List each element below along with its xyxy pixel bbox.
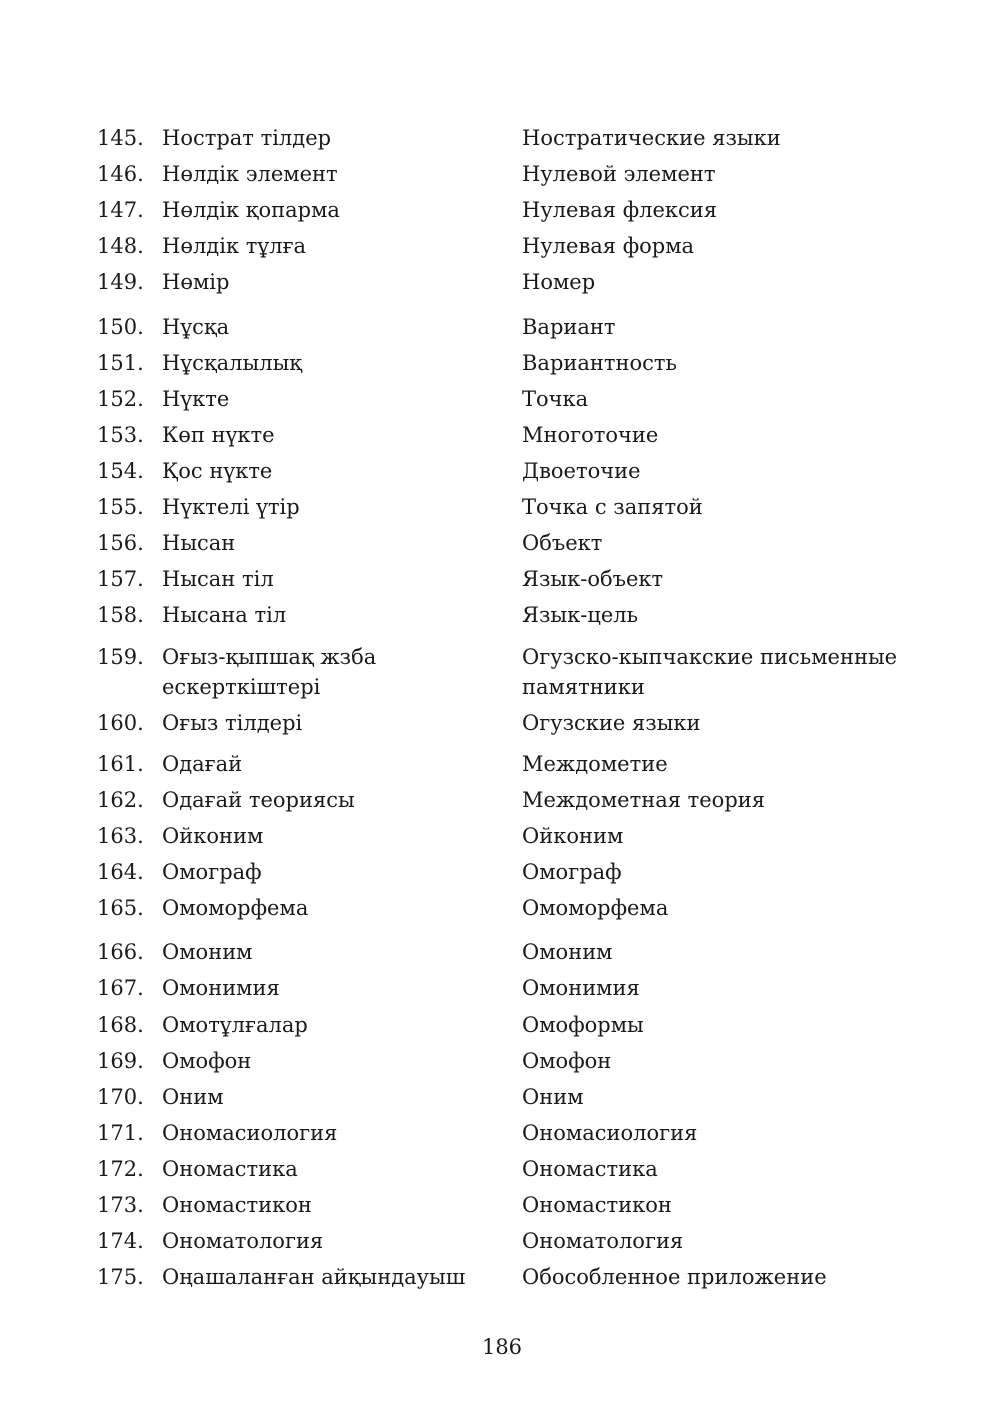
russian-term: Омофон bbox=[522, 1049, 612, 1073]
russian-term: Междометная теория bbox=[522, 788, 766, 812]
kazakh-term: Нүкте bbox=[162, 387, 230, 411]
entry-number: 171. bbox=[97, 1121, 144, 1145]
russian-term: Омограф bbox=[522, 860, 622, 884]
russian-term: Обособленное приложение bbox=[522, 1265, 827, 1289]
entry-number: 146. bbox=[97, 162, 144, 186]
russian-term: Язык-объект bbox=[522, 567, 664, 591]
kazakh-term: Көп нүкте bbox=[162, 423, 275, 447]
russian-term: Огузские языки bbox=[522, 711, 701, 735]
russian-term: Язык-цель bbox=[522, 603, 639, 627]
russian-term: Вариантность bbox=[522, 351, 677, 375]
kazakh-term: Одағай bbox=[162, 752, 243, 776]
russian-term: Точка с запятой bbox=[522, 495, 703, 519]
kazakh-term: Омоним bbox=[162, 940, 253, 964]
russian-term: Объект bbox=[522, 531, 603, 555]
entry-number: 168. bbox=[97, 1013, 144, 1037]
kazakh-term: Қос нүкте bbox=[162, 459, 273, 483]
entry-number: 170. bbox=[97, 1085, 144, 1109]
kazakh-term: Омонимия bbox=[162, 976, 280, 1000]
russian-term: Двоеточие bbox=[522, 459, 641, 483]
kazakh-term: Омограф bbox=[162, 860, 262, 884]
entry-number: 169. bbox=[97, 1049, 144, 1073]
russian-term: Огузско-кыпчакские письменные памятники bbox=[522, 645, 898, 699]
entry-number: 163. bbox=[97, 824, 144, 848]
kazakh-term: Нүктелі үтір bbox=[162, 495, 300, 519]
russian-term: Междометие bbox=[522, 752, 668, 776]
russian-term: Нулевая флексия bbox=[522, 198, 718, 222]
entry-number: 161. bbox=[97, 752, 144, 776]
entry-number: 155. bbox=[97, 495, 144, 519]
kazakh-term: Нөлдік қопарма bbox=[162, 198, 340, 222]
kazakh-term: Омофон bbox=[162, 1049, 252, 1073]
kazakh-term: Нострат тілдер bbox=[162, 126, 332, 150]
entry-number: 160. bbox=[97, 711, 144, 735]
entry-number: 149. bbox=[97, 270, 144, 294]
entry-number: 174. bbox=[97, 1229, 144, 1253]
entry-number: 164. bbox=[97, 860, 144, 884]
entry-number: 148. bbox=[97, 234, 144, 258]
kazakh-term: Оғыз-қыпшақ жзба ескерткіштері bbox=[162, 645, 377, 699]
entry-number: 173. bbox=[97, 1193, 144, 1217]
kazakh-term: Нысана тіл bbox=[162, 603, 287, 627]
russian-term: Омоформы bbox=[522, 1013, 644, 1037]
kazakh-term: Нұсқалылық bbox=[162, 351, 303, 375]
entry-number: 165. bbox=[97, 896, 144, 920]
kazakh-term: Нөлдік элемент bbox=[162, 162, 338, 186]
russian-term: Номер bbox=[522, 270, 596, 294]
entry-number: 156. bbox=[97, 531, 144, 555]
entry-number: 172. bbox=[97, 1157, 144, 1181]
russian-term: Ономасиология bbox=[522, 1121, 698, 1145]
entry-number: 167. bbox=[97, 976, 144, 1000]
kazakh-term: Оңашаланған айқындауыш bbox=[162, 1265, 466, 1289]
kazakh-term: Нұсқа bbox=[162, 315, 230, 339]
entry-number: 152. bbox=[97, 387, 144, 411]
entry-number: 162. bbox=[97, 788, 144, 812]
russian-term: Ностратические языки bbox=[522, 126, 781, 150]
entry-number: 159. bbox=[97, 645, 144, 669]
russian-term: Ономастикон bbox=[522, 1193, 672, 1217]
russian-term: Ономастика bbox=[522, 1157, 658, 1181]
kazakh-term: Ономастика bbox=[162, 1157, 298, 1181]
entry-number: 158. bbox=[97, 603, 144, 627]
kazakh-term: Ономастикон bbox=[162, 1193, 312, 1217]
russian-term: Омоморфема bbox=[522, 896, 669, 920]
kazakh-term: Ономасиология bbox=[162, 1121, 338, 1145]
kazakh-term: Омотұлғалар bbox=[162, 1013, 308, 1037]
entry-number: 151. bbox=[97, 351, 144, 375]
kazakh-term: Оним bbox=[162, 1085, 224, 1109]
entry-number: 154. bbox=[97, 459, 144, 483]
russian-term: Ойконим bbox=[522, 824, 624, 848]
kazakh-term: Оғыз тілдері bbox=[162, 711, 303, 735]
kazakh-term: Одағай теориясы bbox=[162, 788, 355, 812]
entry-number: 166. bbox=[97, 940, 144, 964]
entry-number: 150. bbox=[97, 315, 144, 339]
kazakh-term: Нысан тіл bbox=[162, 567, 274, 591]
kazakh-term: Ойконим bbox=[162, 824, 264, 848]
russian-term: Ономатология bbox=[522, 1229, 684, 1253]
russian-term: Вариант bbox=[522, 315, 616, 339]
kazakh-term: Ономатология bbox=[162, 1229, 324, 1253]
russian-term: Омонимия bbox=[522, 976, 640, 1000]
russian-term: Нулевая форма bbox=[522, 234, 695, 258]
russian-term: Точка bbox=[522, 387, 589, 411]
entry-number: 153. bbox=[97, 423, 144, 447]
kazakh-term: Нөлдік тұлға bbox=[162, 234, 307, 258]
page-number: 186 bbox=[481, 1335, 523, 1359]
russian-term: Оним bbox=[522, 1085, 584, 1109]
entry-number: 175. bbox=[97, 1265, 144, 1289]
russian-term: Нулевой элемент bbox=[522, 162, 716, 186]
russian-term: Многоточие bbox=[522, 423, 659, 447]
entry-number: 157. bbox=[97, 567, 144, 591]
entry-number: 145. bbox=[97, 126, 144, 150]
kazakh-term: Нысан bbox=[162, 531, 236, 555]
kazakh-term: Нөмір bbox=[162, 270, 230, 294]
entry-number: 147. bbox=[97, 198, 144, 222]
kazakh-term: Омоморфема bbox=[162, 896, 309, 920]
russian-term: Омоним bbox=[522, 940, 613, 964]
